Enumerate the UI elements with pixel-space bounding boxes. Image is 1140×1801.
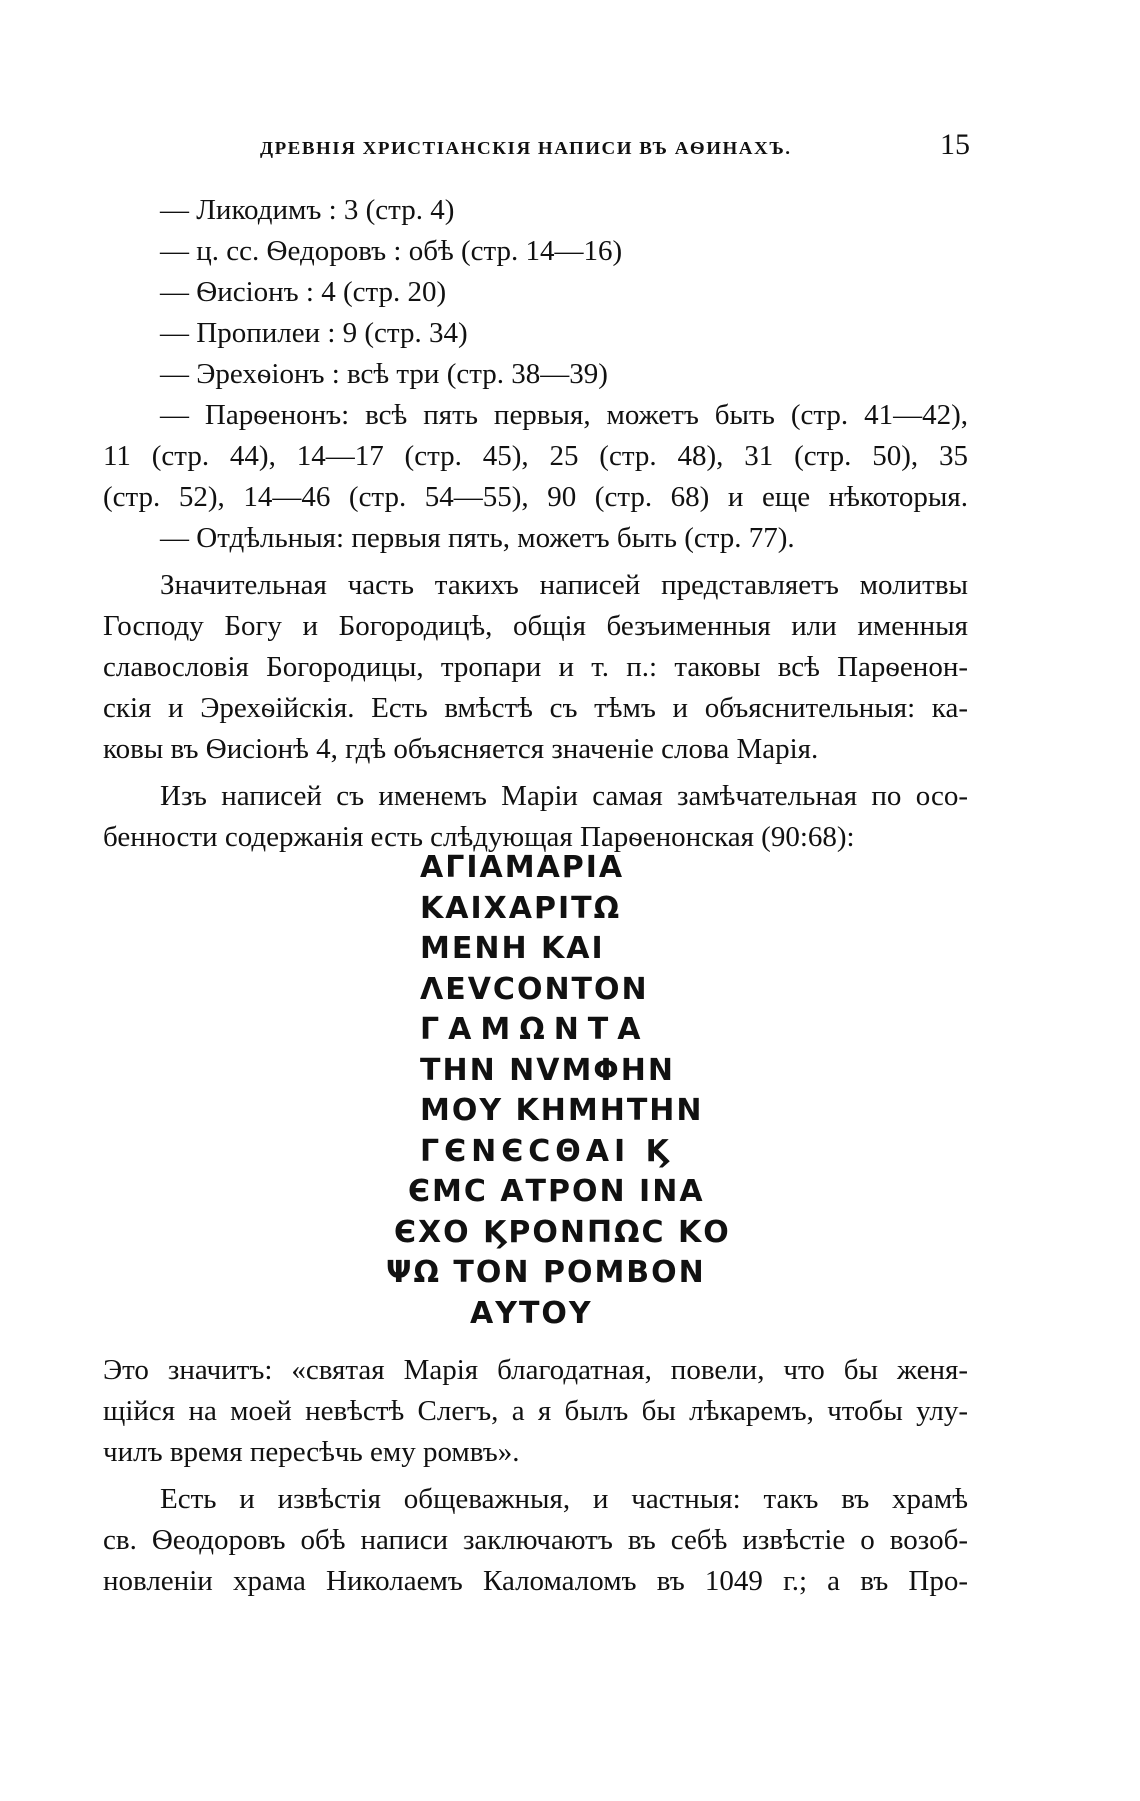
list-item-parthenon-cont: 11 (стр. 44), 14—17 (стр. 45), 25 (стр. 48), 31 (стр. 50), 35	[103, 440, 968, 472]
list-item: — Ликодимъ : 3 (стр. 4)	[160, 194, 455, 226]
paragraph-line: чилъ время пересѣчь ему ромвъ».	[103, 1436, 520, 1468]
text-lower	[103, 1350, 968, 1602]
text-upper	[103, 190, 968, 858]
paragraph-line: щійся на моей невѣстѣ Слегъ, а я былъ бы лѣкаремъ, чтобы улу-	[103, 1395, 968, 1427]
paragraph-line: новленіи храма Николаемъ Каломаломъ въ 1049 г.; а въ Про-	[103, 1565, 968, 1597]
paragraph-line: славословія Богородицы, тропари и т. п.: таковы всѣ Парѳенон-	[103, 651, 968, 683]
inscription-line: ΓЄΝЄCΘΑΙ Ϗ	[420, 1133, 674, 1169]
paragraph-line: Изъ написей съ именемъ Маріи самая замѣчательная по осо-	[160, 780, 968, 812]
inscription-line: ΚΑΙΧΑΡΙΤΩ	[420, 890, 622, 926]
list-item-parthenon: — Парѳенонъ: всѣ пять первыя, можетъ быть (стр. 41—42),	[160, 399, 968, 431]
list-item: — ц. сс. Ѳедоровъ : обѣ (стр. 14—16)	[160, 235, 623, 267]
paragraph-line: скія и Эрехѳійскія. Есть вмѣстѣ съ тѣмъ и объяснительныя: ка-	[103, 692, 968, 724]
paragraph-line: Это значитъ: «святая Марія благодатная, повели, что бы женя-	[103, 1354, 968, 1386]
paragraph-line: Есть и извѣстія общеважныя, и частныя: такъ въ храмѣ	[160, 1483, 968, 1515]
paragraph-line: ковы въ Ѳисіонѣ 4, гдѣ объясняется значеніе слова Марія.	[103, 733, 819, 765]
list-item-parthenon-cont: (стр. 52), 14—46 (стр. 54—55), 90 (стр. 68) и еще нѣкоторыя.	[103, 481, 968, 513]
list-item: — Эрехѳіонъ : всѣ три (стр. 38—39)	[160, 358, 608, 390]
paragraph-line: св. Ѳеодоровъ обѣ написи заключаютъ въ себѣ извѣстіе о возоб-	[103, 1524, 968, 1556]
list-item-separate: — Отдѣльныя: первыя пять, можетъ быть (стр. 77).	[160, 522, 795, 554]
inscription-line: ΓΑΜΩΝΤΑ	[420, 1012, 650, 1047]
inscription-line: ΨΩ ΤΟΝ ΡΟΜΒΟΝ	[386, 1255, 706, 1290]
list-item: — Ѳисіонъ : 4 (стр. 20)	[160, 276, 447, 308]
paragraph-line: Значительная часть такихъ написей представляетъ молитвы	[160, 569, 968, 601]
inscription-line: ΜΕΝΗ ΚΑΙ	[420, 931, 605, 966]
inscription-line: ΛΕVCONTON	[420, 971, 649, 1007]
page-number: 15	[940, 128, 970, 161]
running-header	[260, 128, 970, 168]
running-title: ДРЕВНІЯ ХРИСТІАНСКІЯ НАПИСИ ВЪ АѲИНАХЪ.	[260, 138, 792, 159]
paragraph-line: Господу Богу и Богородицѣ, общія безъименныя или именныя	[103, 610, 968, 642]
inscription-line: ЄΜC ΑΤΡΟΝ ΙΝΑ	[408, 1174, 705, 1209]
inscription-line: ΑΥΤΟΥ	[470, 1295, 593, 1331]
inscription-line: ΜΟΥ ΚΗΜΗΤΗΝ	[420, 1093, 704, 1128]
greek-inscription	[0, 848, 1140, 1334]
inscription-line: ΑΓΙΑΜΑΡΙΑ	[420, 850, 625, 885]
paragraph-line: бенности содержанія есть слѣдующая Парѳенонская (90:68):	[103, 821, 855, 853]
list-item: — Пропилеи : 9 (стр. 34)	[160, 317, 468, 349]
inscription-line: ΤΗΝ ΝVΜΦΗΝ	[420, 1052, 676, 1088]
inscription-line: ЄΧΟ ϏΡΟΝΠΩC ΚΟ	[394, 1214, 731, 1250]
